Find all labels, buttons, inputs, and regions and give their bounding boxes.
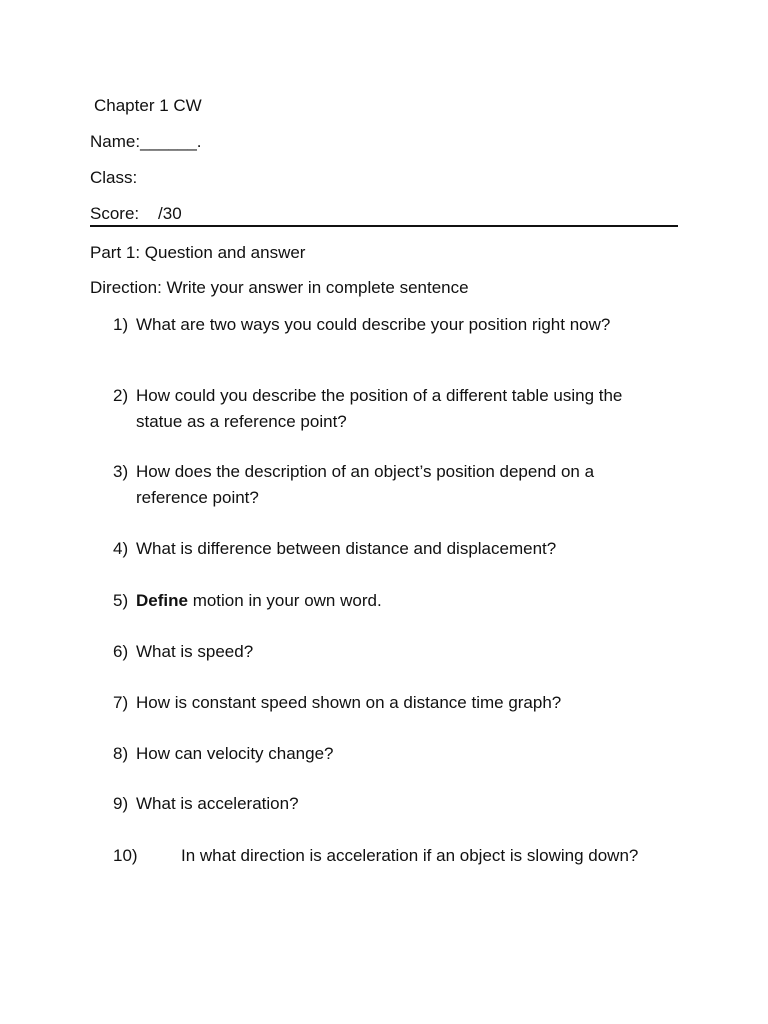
- question-text-rest: motion in your own word.: [187, 591, 382, 610]
- question-number: 5): [113, 591, 129, 610]
- question-number: 9): [113, 794, 129, 813]
- emphasis-define: Define: [136, 591, 188, 610]
- question-text: How does the description of an object’s position depend on a: [136, 462, 595, 481]
- question-number: 10): [113, 846, 138, 865]
- name-field: Name:______.: [90, 132, 202, 151]
- question-number: 2): [113, 386, 129, 405]
- direction-text: Direction: Write your answer in complete sentence: [90, 278, 469, 297]
- question-number: 6): [113, 642, 129, 661]
- question-number: 7): [113, 693, 129, 712]
- question-text: [136, 588, 382, 614]
- question-text-continued: statue as a reference point?: [136, 412, 347, 431]
- question-number: 8): [113, 744, 129, 763]
- question-number: 1): [113, 315, 129, 334]
- part-title: Part 1: Question and answer: [90, 243, 306, 262]
- question-text: How is constant speed shown on a distance time graph?: [136, 693, 562, 712]
- header-divider: [90, 225, 678, 227]
- question-text: What is acceleration?: [136, 794, 299, 813]
- question-text: What are two ways you could describe your position right now?: [136, 315, 611, 334]
- question-text: What is difference between distance and displacement?: [136, 539, 557, 558]
- class-field: Class:: [90, 168, 138, 187]
- page-title: Chapter 1 CW: [94, 96, 202, 115]
- question-text: What is speed?: [136, 642, 254, 661]
- question-text: In what direction is acceleration if an object is slowing down?: [181, 846, 639, 865]
- question-text-continued: reference point?: [136, 488, 259, 507]
- score-field: Score: /30: [90, 204, 182, 223]
- question-text: How could you describe the position of a different table using the: [136, 386, 623, 405]
- question-number: 4): [113, 539, 129, 558]
- question-number: 3): [113, 462, 129, 481]
- question-text: How can velocity change?: [136, 744, 334, 763]
